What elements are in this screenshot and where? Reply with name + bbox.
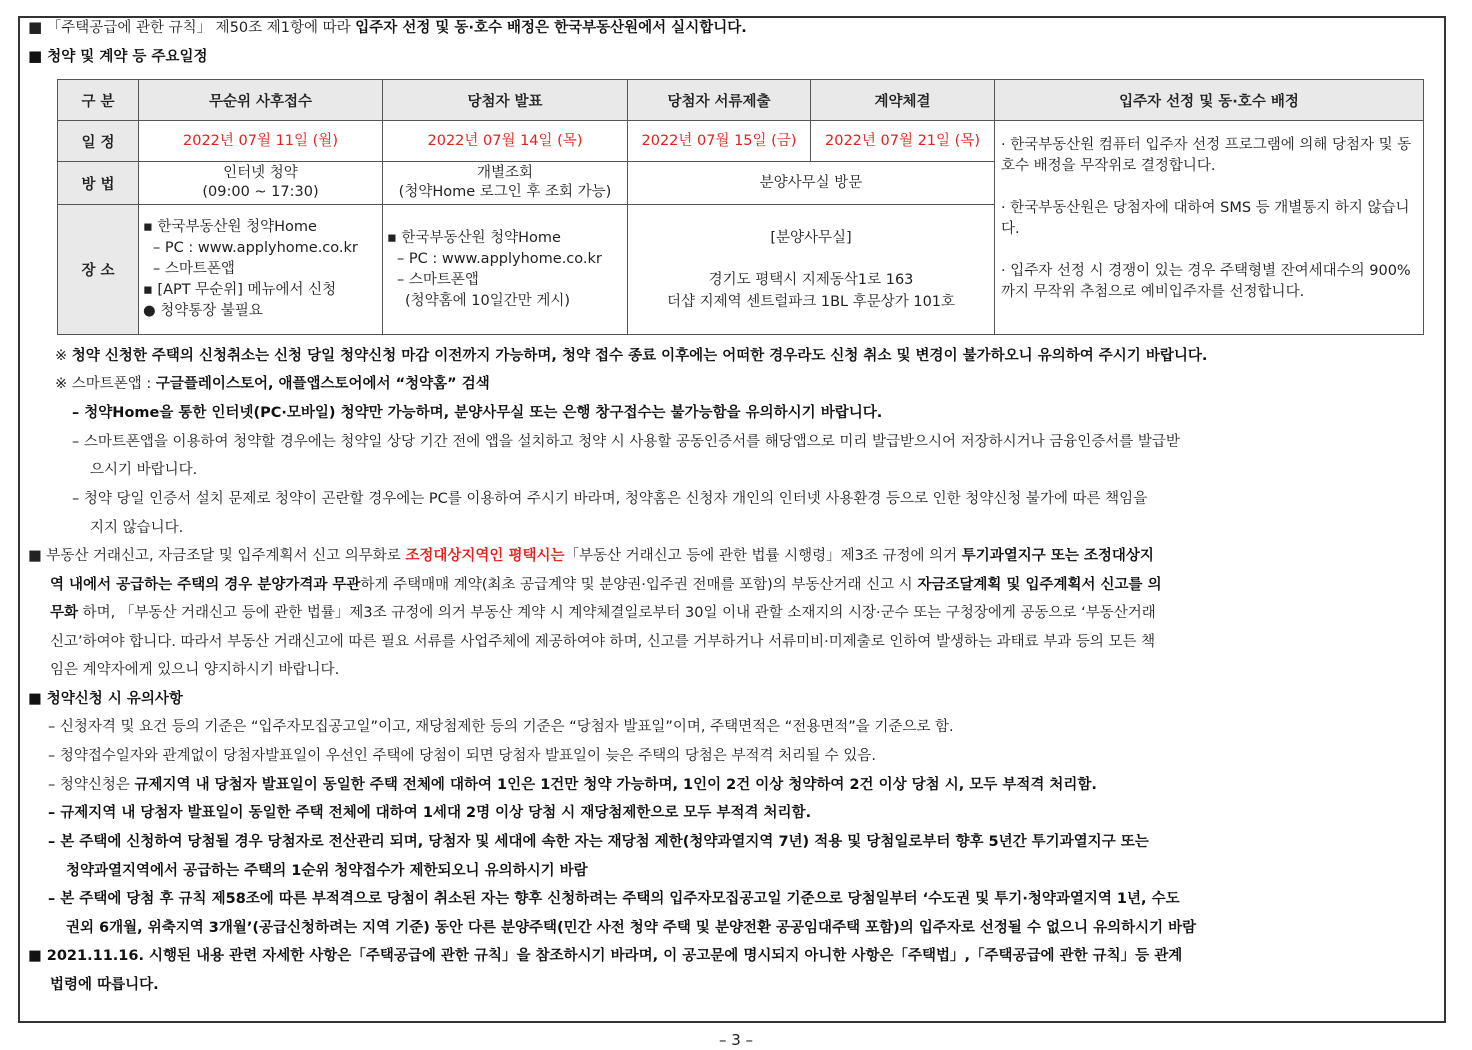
assignment-notes-cell [995, 121, 1424, 335]
note-dash-line: 지지 않습니다. [90, 520, 184, 536]
method-cell: 인터넷 청약 (09:00 ~ 17:30) [139, 162, 383, 205]
method-cell: 개별조회 (청약Home 로그인 후 조회 가능) [383, 162, 628, 205]
note-dash-line: – 스마트폰앱을 이용하여 청약할 경우에는 청약일 상당 기간 전에 앱을 설치하고 청약 시 사용할 공동인증서를 해당앱으로 미리 발급받으시어 저장하시거나 금융인증서를 발급받 [72, 434, 1180, 450]
schedule-table [57, 79, 1424, 335]
table-header-row [58, 80, 1424, 121]
page-number: – 3 – [718, 1031, 754, 1049]
caution-line: – 본 주택에 당첨 후 규칙 제58조에 따른 부적격으로 당첨이 취소된 자는 향후 신청하려는 주택의 입주자모집공고일 기준으로 당첨일부터 ‘수도권 및 투기·청약과열지역 1년, 수도 [48, 891, 1180, 907]
place-cell: ▪ 한국부동산원 청약Home – PC : www.applyhome.co.kr – 스마트폰앱 ▪ [APT 무순위] 메뉴에서 신청 ● 청약통장 불필요 [139, 205, 383, 335]
intro-line [28, 17, 747, 38]
header-cell: 계약체결 [811, 80, 995, 121]
header-cell: 무순위 사후접수 [139, 80, 383, 121]
header-cell: 구 분 [58, 80, 139, 121]
assign-note: · 한국부동산원은 당첨자에 대하여 SMS 등 개별통지 하지 않습니다. [1001, 200, 1410, 237]
schedule-heading: ■ 청약 및 계약 등 주요일정 [28, 47, 208, 65]
caution-line: – 신청자격 및 요건 등의 기준은 “입주자모집공고일”이고, 재당첨제한 등의 기준은 “당첨자 발표일”이며, 주택면적은 “전용면적”을 기준으로 함. [48, 719, 954, 735]
caution-line: – 청약접수일자와 관계없이 당첨자발표일이 우선인 주택에 당첨이 되면 당첨자 발표일이 늦은 주택의 당첨은 부적격 처리될 수 있음. [48, 748, 876, 764]
realestate-line: 신고’하여야 합니다. 따라서 부동산 거래신고에 따른 필요 서류를 사업주체에 제공하여야 하며, 신고를 거부하거나 서류미비·미제출로 인하여 발생하는 과태료 부과 등의 모든 책 [50, 634, 1156, 650]
place-cell: [분양사무실] 경기도 평택시 지제동삭1로 163 더샵 지제역 센트럴파크 1BL 후문상가 101호 [628, 205, 995, 335]
caution-line: – 청약신청은 규제지역 내 당첨자 발표일이 동일한 주택 전체에 대하여 1인은 1건만 청약 가능하며, 1인이 2건 이상 청약하여 2건 이상 당첨 시, 모두 부적격 처리함. [48, 777, 1097, 793]
date-cell: 2022년 07월 11일 (월) [139, 121, 383, 162]
realestate-line: 역 내에서 공급하는 주택의 경우 분양가격과 무관하게 주택매매 계약(최초 공급계약 및 분양권·입주권 전매를 포함)의 부동산거래 신고 시 자금조달계획 및 입주계획서 신고를 의 [50, 577, 1162, 593]
note-dash-line: – 청약Home을 통한 인터넷(PC·모바일) 청약만 가능하며, 분양사무실 또는 은행 창구접수는 불가능함을 유의하시기 바랍니다. [72, 405, 883, 421]
date-cell: 2022년 07월 14일 (목) [383, 121, 628, 162]
table-row [58, 121, 1424, 162]
place-cell: ▪ 한국부동산원 청약Home – PC : www.applyhome.co.kr – 스마트폰앱 (청약홈에 10일간만 게시) [383, 205, 628, 335]
caution-line: – 규제지역 내 당첨자 발표일이 동일한 주택 전체에 대하여 1세대 2명 이상 당첨 시 재당첨제한으로 모두 부적격 처리함. [48, 805, 812, 821]
caution-heading: ■ 청약신청 시 유의사항 [28, 691, 183, 707]
final-line: ■ 2021.11.16. 시행된 내용 관련 자세한 사항은「주택공급에 관한 규칙」을 참조하시기 바라며, 이 공고문에 명시되지 아니한 사항은「주택법」,「주택공급에 관한 규칙」등 관계 [28, 948, 1183, 964]
final-line: 법령에 따릅니다. [50, 977, 159, 993]
note-line: ※ 스마트폰앱 : 구글플레이스토어, 애플앱스토어에서 “청약홈” 검색 [55, 376, 490, 392]
row-label: 방 법 [58, 162, 139, 205]
intro-text-bold: 입주자 선정 및 동·호수 배정은 한국부동산원에서 실시합니다. [355, 20, 747, 36]
realestate-line: ■ 부동산 거래신고, 자금조달 및 입주계획서 신고 의무화로 조정대상지역인 평택시는「부동산 거래신고 등에 관한 법률 시행령」제3조 규정에 의거 투기과열지구 또는 조정대상지 [28, 548, 1154, 564]
date-cell: 2022년 07월 21일 (목) [811, 121, 995, 162]
caution-line: 청약과열지역에서 공급하는 주택의 1순위 청약접수가 제한되오니 유의하시기 바람 [66, 863, 588, 879]
caution-line: 권외 6개월, 위축지역 3개월’(공급신청하려는 지역 기준) 동안 다른 분양주택(민간 사전 청약 주택 및 분양전환 공공임대주택 포함)의 입주자로 선정될 수 없으니 유의하시기 바람 [66, 920, 1197, 936]
header-cell: 당첨자 서류제출 [628, 80, 811, 121]
row-label: 장 소 [58, 205, 139, 335]
row-label: 일 정 [58, 121, 139, 162]
realestate-line: 무화 하며, 「부동산 거래신고 등에 관한 법률」제3조 규정에 의거 부동산 계약 시 계약체결일로부터 30일 이내 관할 소재지의 시장·군수 또는 구청장에게 공동으로 ‘부동산거래 [50, 605, 1156, 621]
assign-note: · 입주자 선정 시 경쟁이 있는 경우 주택형별 잔여세대수의 900%까지 무작위 추첨으로 예비입주자를 선정합니다. [1001, 263, 1411, 300]
header-cell: 입주자 선정 및 동·호수 배정 [995, 80, 1424, 121]
caution-line: – 본 주택에 신청하여 당첨될 경우 당첨자로 전산관리 되며, 당첨자 및 세대에 속한 자는 재당첨 제한(청약과열지역 7년) 적용 및 당첨일로부터 향후 5년간 투기과열지구 또는 [48, 834, 1149, 850]
header-cell: 당첨자 발표 [383, 80, 628, 121]
intro-text: 「주택공급에 관한 규칙」 제50조 제1항에 따라 [46, 20, 356, 36]
date-cell: 2022년 07월 15일 (금) [628, 121, 811, 162]
assign-note: · 한국부동산원 컴퓨터 입주자 선정 프로그램에 의해 당첨자 및 동호수 배정을 무작위로 결정합니다. [1001, 137, 1412, 174]
note-line: ※ 청약 신청한 주택의 신청취소는 신청 당일 청약신청 마감 이전까지 가능하며, 청약 접수 종료 이후에는 어떠한 경우라도 신청 취소 및 변경이 불가하오니 유의하여 주시기 바랍니다. [55, 348, 1208, 364]
bullet: ■ [28, 18, 43, 36]
realestate-line: 임은 계약자에게 있으니 양지하시기 바랍니다. [50, 662, 340, 678]
note-dash-line: – 청약 당일 인증서 설치 문제로 청약이 곤란할 경우에는 PC를 이용하여 주시기 바라며, 청약홈은 신청자 개인의 인터넷 사용환경 등으로 인한 청약신청 불가에 따른 책임을 [72, 491, 1148, 507]
method-cell: 분양사무실 방문 [628, 162, 995, 205]
note-dash-line: 으시기 바랍니다. [90, 462, 198, 478]
